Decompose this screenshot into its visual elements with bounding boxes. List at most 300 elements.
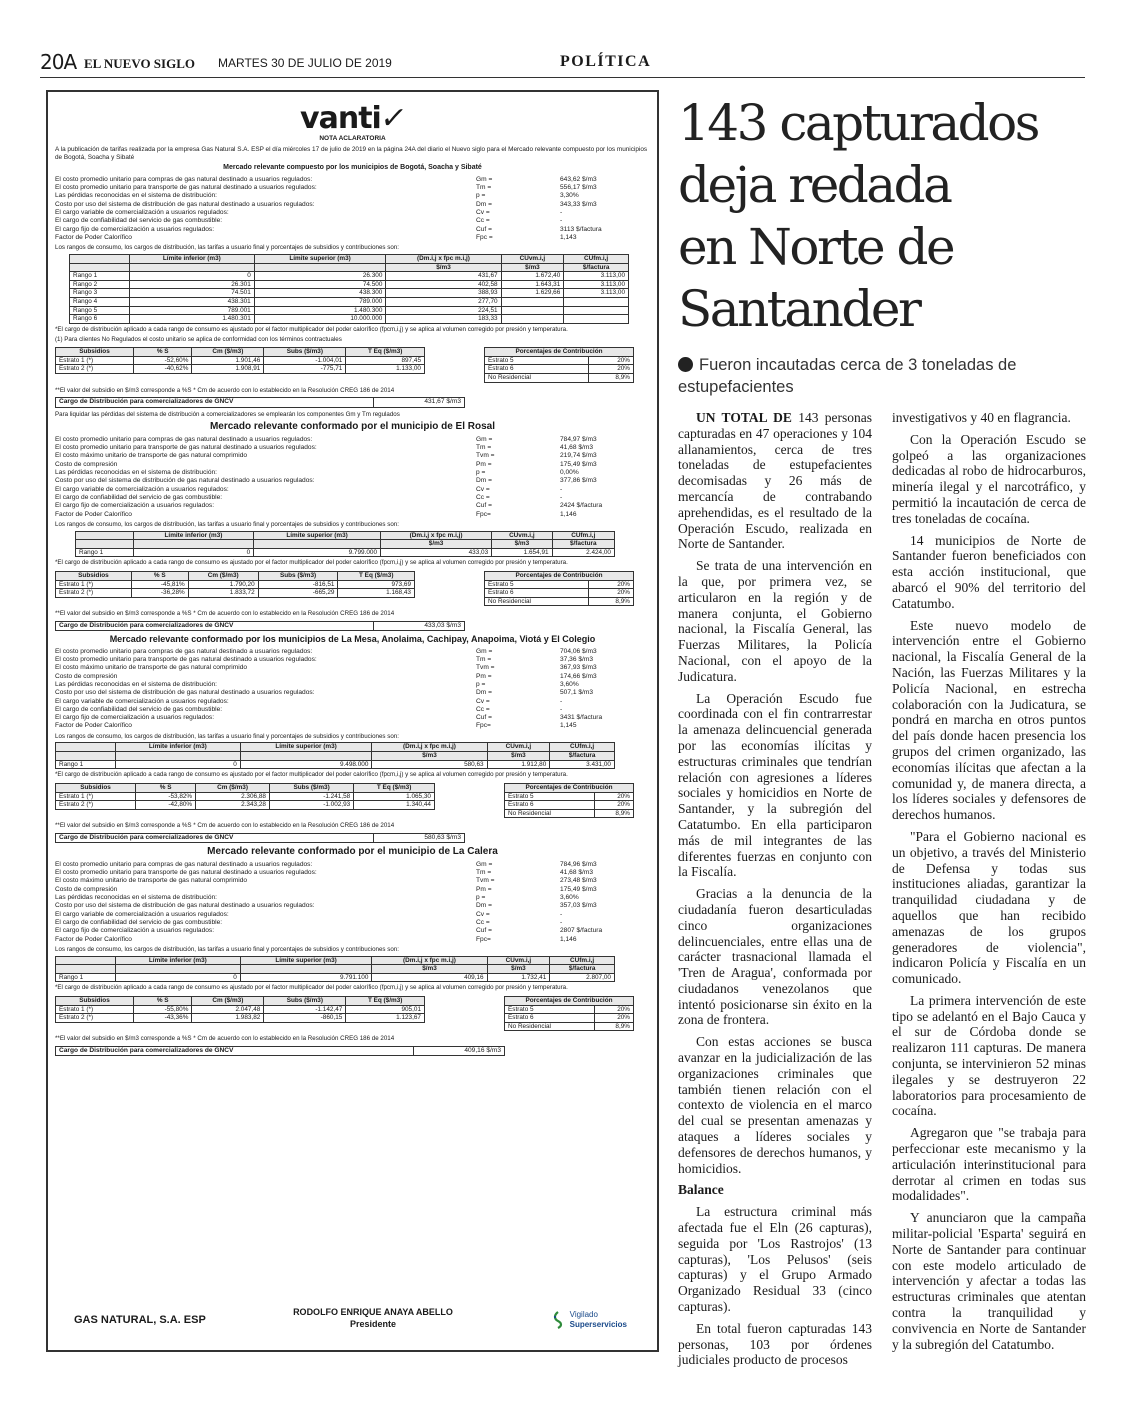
table-header: $/m3 (487, 965, 550, 974)
cargo-distribucion: Cargo de Distribución para comercializadores de GNCV 433,03 $/m3 (55, 621, 465, 631)
table-cell: 388,93 (386, 289, 501, 298)
table-cell: 1.983,82 (192, 1014, 264, 1023)
table-header (56, 956, 116, 965)
table-header-row (485, 572, 634, 581)
param-symbol: Cc = (476, 705, 490, 713)
market2-range-table (75, 531, 615, 558)
param-row (55, 201, 650, 209)
table-header: (Dm.i,j x fpc m.i,j) (381, 531, 492, 540)
table-cell: -665,29 (258, 589, 338, 598)
table-cell: 402,58 (386, 280, 501, 289)
table-header (115, 752, 240, 761)
table-cell: 1.790,20 (188, 580, 258, 589)
table-header-row (56, 956, 615, 965)
table-cell: Estrato 1 (*) (56, 1005, 134, 1014)
paragraph: Agregaron que "se trabaja para perfeccionar este mecanismo y la articulación interinstitucional para derrotar al crimen en todas sus modalidades". (892, 1125, 1086, 1204)
table-cell: 409,16 (372, 973, 487, 982)
table-row (56, 1005, 425, 1014)
table-header (76, 540, 134, 549)
table-header: CUvm.i,j (487, 743, 550, 752)
param-value: - (560, 209, 563, 217)
param-label: Factor de Poder Calorífico (55, 510, 132, 518)
param-symbol: Tvm = (476, 664, 495, 672)
article-body (678, 410, 1086, 1374)
table-cell: -52,60% (133, 356, 191, 365)
param-value: 41,68 $/m3 (560, 444, 593, 452)
table-cell: Estrato 5 (485, 356, 589, 365)
table-header: $/factura (564, 263, 629, 272)
table-row (70, 272, 629, 281)
table-cell: 74.501 (129, 289, 254, 298)
table-cell: 20% (589, 580, 634, 589)
table-cell: -43,36% (133, 1014, 191, 1023)
param-symbol: Fpc= (476, 722, 491, 730)
param-symbol: p = (476, 469, 486, 477)
param-value: 3,30% (560, 192, 579, 200)
section-name: POLÍTICA (560, 53, 652, 70)
table-cell: 2.343,28 (196, 801, 270, 810)
table-cell: Estrato 5 (485, 580, 589, 589)
param-row (55, 184, 650, 192)
table-header (133, 540, 253, 549)
table-row (56, 792, 435, 801)
param-symbol: Dm = (476, 200, 492, 208)
table-header: Límite superior (m3) (254, 255, 386, 264)
paragraph: Con la Operación Escudo se golpeó a las organizaciones dedicadas al robo de hidrocarburos, minería ilegal y el narcotráfico, y permitió la incautación de cerca de tres toneladas de cocaína. (892, 431, 1086, 526)
market1-range-table (69, 254, 629, 324)
param-value: - (560, 705, 563, 713)
vanti-logo: vanti✓ (300, 101, 409, 136)
table-header: Cm ($/m3) (188, 572, 258, 581)
param-value: 784,97 $/m3 (560, 435, 597, 443)
param-label: El cargo de confiabilidad del servicio de gas combustible: (55, 705, 223, 713)
param-row (55, 664, 650, 672)
table-header: Subs ($/m3) (264, 348, 346, 357)
table-header: Límite superior (m3) (240, 743, 372, 752)
market3-subsidy-row (55, 781, 650, 820)
market3-range-table (55, 742, 615, 769)
table-header (56, 965, 116, 974)
param-value: 343,33 $/m3 (560, 200, 597, 208)
param-symbol: Fpc= (476, 935, 491, 943)
param-value: 3431 $/factura (560, 714, 603, 722)
param-symbol: Pm = (476, 885, 492, 893)
param-value: 1,146 (560, 510, 577, 518)
table-cell: 3.431,00 (550, 760, 615, 769)
param-symbol: Dm = (476, 477, 492, 485)
table-header (70, 263, 130, 272)
ad-intro: A la publicación de tarifas realizada por la empresa Gas Natural S.A. ESP el día miércoles 17 de julio de 2019 en la página 24A del diario el Nuevo siglo para el Mercado relevante compuesto por los municipios de Bogotá, Soacha y Sibaté (55, 146, 648, 162)
param-label: El cargo de confiabilidad del servicio de gas combustible: (55, 217, 223, 225)
contribution-table (504, 783, 634, 818)
param-symbol: p = (476, 680, 486, 688)
param-symbol: Cc = (476, 918, 490, 926)
table-cell: -1.004,01 (264, 356, 346, 365)
table-cell: 8,9% (595, 1022, 634, 1031)
table-row (70, 297, 629, 306)
subsidy-note: **El valor del subsidio en $/m3 corresponde a %S * Cm de acuerdo con lo establecido en la Resolución CREG 186 de 2014 (55, 822, 395, 830)
param-row (55, 706, 650, 714)
subsidy-note: **El valor del subsidio en $/m3 corresponde a %S * Cm de acuerdo con lo establecido en la Resolución CREG 186 de 2014 (55, 386, 395, 394)
table-header: Límite superior (m3) (254, 531, 381, 540)
table-header (70, 255, 130, 264)
param-label: El cargo variable de comercialización a usuarios regulados: (55, 910, 229, 918)
param-value: 174,66 $/m3 (560, 672, 597, 680)
param-row (55, 936, 650, 944)
table-cell: 1.672,40 (501, 272, 564, 281)
market1-subsidy-row (55, 345, 650, 384)
table-cell: 0 (129, 272, 254, 281)
param-value: 367,93 $/m3 (560, 664, 597, 672)
param-value: 3113 $/factura (560, 225, 602, 233)
market4-range-table (55, 956, 615, 983)
paragraph: Se trata de una intervención en la que, por primera vez, se articularon en la región y de manera conjunta, el Gobierno nacional, la Fiscalía General, las Fuerzas Militares, la Policía Nacional, con el apoyo de la Judicatura. (678, 558, 872, 684)
table-header-row (485, 348, 634, 357)
param-row (55, 919, 650, 927)
table-cell: 8,9% (595, 809, 634, 818)
market1-note2: (1) Para clientes No Regulados el costo unitario se aplica de conformidad con los términos contractuales (55, 335, 342, 343)
param-symbol: Cv = (476, 485, 490, 493)
table-header (129, 263, 254, 272)
table-header: $/factura (550, 752, 615, 761)
table-header-row (56, 965, 615, 974)
table-cell: 897,45 (346, 356, 425, 365)
param-row (55, 648, 650, 656)
table-header: (Dm.i,j x fpc m.i,j) (372, 956, 487, 965)
table-cell: Rango 1 (56, 760, 116, 769)
table-header (76, 531, 134, 540)
param-value: - (560, 485, 563, 493)
article (678, 92, 1086, 1368)
table-header-row (70, 255, 629, 264)
table-cell: -1.241,58 (269, 792, 353, 801)
table-cell: 3.113,00 (564, 289, 629, 298)
subsidy-table (55, 783, 435, 810)
table-cell: 74.500 (254, 280, 386, 289)
table-header: Límite superior (m3) (240, 956, 372, 965)
signer-role: Presidente (349, 1319, 397, 1329)
table-header: Porcentajes de Contribución (485, 348, 634, 357)
param-label: El costo máximo unitario de transporte de gas natural comprimido (55, 877, 248, 885)
table-cell: Estrato 5 (505, 1005, 595, 1014)
table-header: Subsidios (56, 348, 134, 357)
signer-name: RODOLFO ENRIQUE ANAYA ABELLO (293, 1307, 453, 1317)
table-header: Porcentajes de Contribución (485, 572, 634, 581)
table-header: CUvm.i,j (501, 255, 564, 264)
contribution-table (504, 996, 634, 1031)
table-cell: No Residencial (505, 1022, 595, 1031)
table-cell: -42,80% (136, 801, 196, 810)
param-value: 273,48 $/m3 (560, 877, 597, 885)
table-header: % S (136, 783, 196, 792)
table-row (505, 1005, 634, 1014)
table-cell: 9.498.000 (240, 760, 372, 769)
market4-ranges-intro: Los rangos de consumo, los cargos de distribución, las tarifas a usuario final y porcentajes de subsidios y contribuciones son: (55, 945, 399, 953)
table-cell: 789.000 (254, 297, 386, 306)
param-symbol: Dm = (476, 902, 492, 910)
table-row (505, 809, 634, 818)
param-label: El cargo variable de comercialización a usuarios regulados: (55, 209, 229, 217)
param-row (55, 722, 650, 730)
table-cell (564, 306, 629, 315)
param-symbol: Cuf = (476, 927, 492, 935)
param-row (55, 927, 650, 935)
table-cell: Estrato 6 (505, 801, 595, 810)
table-header: CUvm.i,j (492, 531, 552, 540)
paragraph: 14 municipios de Norte de Santander fueron beneficiados con esta acción institucional, que abarcó el 90% del territorio del Catatumbo. (892, 532, 1086, 611)
param-value: 556,17 $/m3 (560, 184, 597, 192)
param-value: 1,146 (560, 935, 577, 943)
table-header: T Eq ($/m3) (354, 783, 435, 792)
param-symbol: Tvm = (476, 877, 495, 885)
table-header-row (505, 783, 634, 792)
table-cell (564, 315, 629, 324)
table-cell: 20% (589, 356, 634, 365)
param-label: Factor de Poder Calorífico (55, 233, 132, 241)
table-row (485, 589, 634, 598)
paragraph: La estructura criminal más afectada fue el Eln (26 capturas), seguida por 'Los Rastrojos' (13 capturas), 'Los Pelusos' (seis capturas) y el Grupo Armado Organizado Residual 33 (cinco capturas). (678, 1204, 872, 1315)
param-row (55, 469, 650, 477)
param-value: 1,143 (560, 233, 577, 241)
param-label: El costo promedio unitario para compras de gas natural destinado a usuarios regulados: (55, 860, 313, 868)
param-value: 357,03 $/m3 (560, 902, 597, 910)
paper-name: EL NUEVO SIGLO (84, 56, 195, 71)
param-symbol: Cuf = (476, 714, 492, 722)
market2-subsidy-row (55, 569, 650, 608)
table-cell: Estrato 6 (485, 589, 589, 598)
param-row (55, 656, 650, 664)
market1-ranges-intro: Los rangos de consumo, los cargos de distribución, las tarifas a usuario final y porcentajes de subsidios y contribuciones son: (55, 244, 399, 252)
param-label: Las pérdidas reconocidas en el sistema de distribución: (55, 469, 218, 477)
market1-title: Mercado relevante compuesto por los municipios de Bogotá, Soacha y Sibaté (223, 164, 482, 172)
market2-ranges-intro: Los rangos de consumo, los cargos de distribución, las tarifas a usuario final y porcentajes de subsidios y contribuciones son: (55, 520, 399, 528)
table-header: Subs ($/m3) (264, 997, 346, 1006)
headline: 143 capturados deja redada en Norte de Santander (678, 94, 1038, 338)
nota-aclaratoria: NOTA ACLARATORIA (319, 135, 386, 142)
table-cell: Estrato 1 (*) (56, 792, 136, 801)
paragraph: Con estas acciones se busca avanzar en la judicialización de las organizaciones criminales que también tienen relación con el contexto de violencia en el marco del cual se presentan amenazas y ataques a líderes sociales y defensores de derechos humanos, y homicidios. (678, 1034, 872, 1176)
table-cell: 10.000.000 (254, 315, 386, 324)
table-cell: 183,33 (386, 315, 501, 324)
table-cell (564, 297, 629, 306)
table-cell: 26.300 (254, 272, 386, 281)
table-cell: Estrato 1 (*) (56, 580, 132, 589)
cargo-distribucion: Cargo de Distribución para comercializadores de GNCV 580,63 $/m3 (55, 833, 465, 843)
table-header: Subsidios (56, 572, 132, 581)
table-cell: Rango 5 (70, 306, 130, 315)
param-row (55, 444, 650, 452)
table-header-row (76, 540, 615, 549)
param-row (55, 902, 650, 910)
param-row (55, 689, 650, 697)
table-header: CUfm.i,j (550, 956, 615, 965)
subsidy-table (55, 571, 415, 598)
table-cell: 2.424,00 (552, 548, 614, 557)
table-header: % S (133, 997, 191, 1006)
table-header: $/factura (550, 965, 615, 974)
table-row (70, 289, 629, 298)
table-cell (501, 315, 564, 324)
param-label: El costo promedio unitario para compras de gas natural destinado a usuarios regulados: (55, 647, 313, 655)
table-cell: 1.654,91 (492, 548, 552, 557)
table-header: Subs ($/m3) (258, 572, 338, 581)
table-cell: 2.306,88 (196, 792, 270, 801)
liquidar-note: Para liquidar las pérdidas del sistema de distribución a comercializadores se emplearán los componentes Gm y Tm regulados (55, 410, 400, 418)
param-row (55, 698, 650, 706)
param-row (55, 673, 650, 681)
param-label: El costo promedio unitario para transporte de gas natural destinado a usuarios regulados: (55, 656, 317, 664)
param-value: - (560, 910, 563, 918)
subsidy-table (55, 996, 425, 1023)
param-row (55, 869, 650, 877)
table-cell: 3.113,00 (564, 272, 629, 281)
param-label: Factor de Poder Calorífico (55, 722, 132, 730)
table-row (70, 306, 629, 315)
param-row (55, 861, 650, 869)
table-row (505, 1014, 634, 1023)
param-row (55, 477, 650, 485)
table-cell: No Residencial (505, 809, 595, 818)
param-label: Las pérdidas reconocidas en el sistema de distribución: (55, 894, 218, 902)
table-cell: 20% (595, 1005, 634, 1014)
table-cell: 224,51 (386, 306, 501, 315)
table-row (76, 548, 615, 557)
table-cell: 1.123,67 (346, 1014, 425, 1023)
param-value: 1,145 (560, 722, 577, 730)
param-row (55, 494, 650, 502)
table-cell: 1.912,80 (487, 760, 550, 769)
param-label: El costo promedio unitario para transporte de gas natural destinado a usuarios regulados: (55, 869, 317, 877)
table-cell: 0 (115, 973, 240, 982)
param-row (55, 461, 650, 469)
param-symbol: Cv = (476, 209, 490, 217)
table-header-row (56, 783, 435, 792)
table-cell: Rango 1 (70, 272, 130, 281)
table-header: CUfm.i,j (552, 531, 614, 540)
table-cell: -775,71 (264, 365, 346, 374)
table-cell: 2.047,48 (192, 1005, 264, 1014)
table-cell: Estrato 6 (505, 1014, 595, 1023)
param-symbol: Cv = (476, 697, 490, 705)
table-header: (Dm.i,j x fpc m.i,j) (386, 255, 501, 264)
page-number: 20A (40, 50, 77, 74)
param-symbol: Cc = (476, 217, 490, 225)
param-symbol: Cuf = (476, 225, 492, 233)
param-label: Costo de compresión (55, 460, 118, 468)
param-label: El cargo variable de comercialización a usuarios regulados: (55, 485, 229, 493)
param-symbol: Tm = (476, 869, 492, 877)
table-cell: 1.480.300 (254, 306, 386, 315)
table-header (254, 540, 381, 549)
table-header: Subsidios (56, 783, 136, 792)
table-cell: Rango 3 (70, 289, 130, 298)
table-header: Cm ($/m3) (192, 997, 264, 1006)
table-cell: Estrato 6 (485, 365, 589, 374)
table-cell: Rango 1 (76, 548, 134, 557)
table-header: CUfm.i,j (550, 743, 615, 752)
table-cell: 20% (589, 589, 634, 598)
checkmark-icon: ✓ (377, 101, 409, 136)
table-cell: -40,62% (133, 365, 191, 374)
param-value: 175,49 $/m3 (560, 460, 597, 468)
param-symbol: Tvm = (476, 452, 495, 460)
table-cell: 3.113,00 (564, 280, 629, 289)
table-cell: 2.807,00 (550, 973, 615, 982)
param-row (55, 234, 650, 242)
param-value: 219,74 $/m3 (560, 452, 597, 460)
table-header: (Dm.i,j x fpc m.i,j) (372, 743, 487, 752)
table-header: CUvm.i,j (487, 956, 550, 965)
table-cell: 20% (595, 792, 634, 801)
issue-date: MARTES 30 DE JULIO DE 2019 (218, 56, 392, 70)
param-row (55, 911, 650, 919)
subsidy-note: **El valor del subsidio en $/m3 corresponde a %S * Cm de acuerdo con lo establecido en la Resolución CREG 186 de 2014 (55, 1035, 395, 1043)
paragraph: La Operación Escudo fue coordinada con el fin contrarrestar la amenaza delincuencial generada por las economías ilícitas y estructuras criminales que tendrían relación con agresiones a líderes sociales y homicidios en Norte de Santander, y la subregión del Catatumbo. En ella participaron más de mil integrantes de las diferentes fuerzas en conjunto con la Fiscalía. (678, 690, 872, 880)
param-row (55, 176, 650, 184)
param-row (55, 209, 650, 217)
param-symbol: p = (476, 192, 486, 200)
param-row (55, 192, 650, 200)
table-row (56, 973, 615, 982)
param-label: El costo máximo unitario de transporte de gas natural comprimido (55, 452, 248, 460)
table-header: Porcentajes de Contribución (505, 783, 634, 792)
table-cell: Rango 1 (56, 973, 116, 982)
market3-ranges-intro: Los rangos de consumo, los cargos de distribución, las tarifas a usuario final y porcentajes de subsidios y contribuciones son: (55, 732, 399, 740)
table-cell: 8,9% (589, 597, 634, 606)
contribution-table (484, 571, 634, 606)
table-header: $/m3 (381, 540, 492, 549)
vanti-advertisement (46, 90, 659, 1352)
param-symbol: Gm = (476, 860, 493, 868)
table-header: Límite inferior (m3) (115, 743, 240, 752)
table-cell: 1.643,31 (501, 280, 564, 289)
table-cell: -45,81% (131, 580, 188, 589)
table-row (56, 356, 425, 365)
table-header: T Eq ($/m3) (346, 348, 425, 357)
table-row (505, 801, 634, 810)
subsidy-note: **El valor del subsidio en $/m3 corresponde a %S * Cm de acuerdo con lo establecido en la Resolución CREG 186 de 2014 (55, 610, 395, 618)
table-cell: -55,80% (133, 1005, 191, 1014)
param-symbol: Cc = (476, 493, 490, 501)
table-cell: 8,9% (589, 374, 634, 383)
param-value: 643,62 $/m3 (560, 175, 597, 183)
paragraph: Y anunciaron que la campaña militar-policial 'Esparta' seguirá en Norte de Santander para continuar con este modelo articulado de intervención y afectar a todas las estructuras criminales que atentan contra la tranquilidad y convivencia en Norte de Santander y la subregión del Catatumbo. (892, 1210, 1086, 1352)
table-cell: 1.833,72 (188, 589, 258, 598)
table-header: % S (131, 572, 188, 581)
table-header (240, 965, 372, 974)
param-value: - (560, 918, 563, 926)
table-row (56, 1014, 425, 1023)
table-cell: 431,67 (386, 272, 501, 281)
table-cell: Estrato 2 (*) (56, 365, 134, 374)
param-label: El costo promedio unitario para compras de gas natural destinado a usuarios regulados: (55, 435, 313, 443)
param-symbol: Gm = (476, 175, 493, 183)
table-cell (501, 297, 564, 306)
market3-title: Mercado relevante conformado por los municipios de La Mesa, Anolaima, Cachipay, Anapoima, Viotá y El Colegio (109, 634, 596, 645)
table-header: Límite inferior (m3) (133, 531, 253, 540)
article-column-2 (892, 410, 1086, 1374)
param-value: - (560, 493, 563, 501)
table-cell: Rango 6 (70, 315, 130, 324)
param-row (55, 226, 650, 234)
param-label: Costo de compresión (55, 672, 118, 680)
table-row (70, 280, 629, 289)
table-cell (501, 306, 564, 315)
param-symbol: Cuf = (476, 502, 492, 510)
table-row (505, 1022, 634, 1031)
table-row (485, 374, 634, 383)
table-header: Subs ($/m3) (269, 783, 353, 792)
